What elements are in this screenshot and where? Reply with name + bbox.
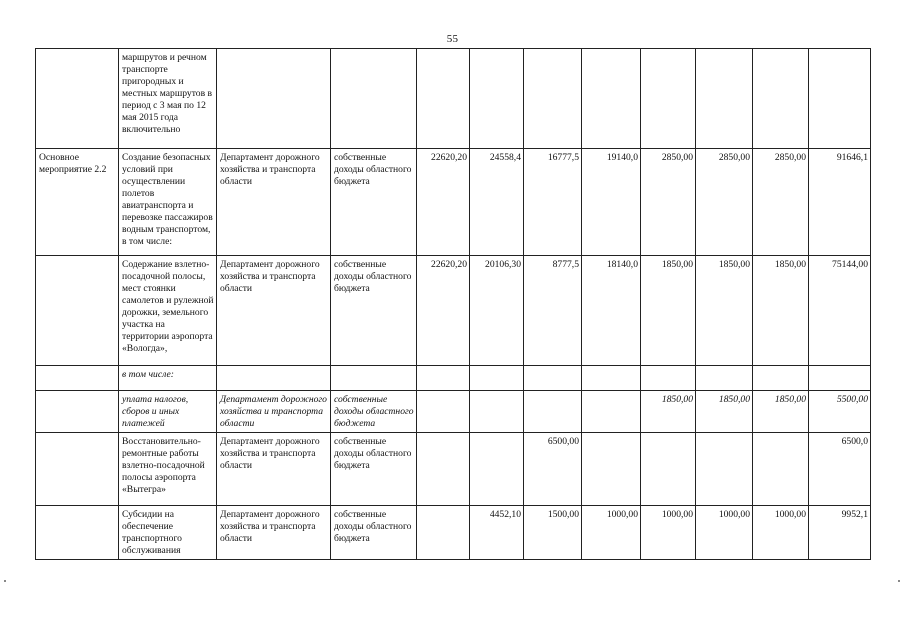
year-value-cell <box>582 433 641 506</box>
year-value-cell <box>417 391 470 433</box>
source-cell: собственные доходы областного бюджета <box>331 256 417 366</box>
measure-cell: Основное мероприятие 2.2 <box>36 149 119 256</box>
year-value-cell: 1850,00 <box>696 391 753 433</box>
year-value-cell: 1000,00 <box>641 506 696 560</box>
year-value-cell: 2850,00 <box>753 149 809 256</box>
year-value-cell: 1000,00 <box>753 506 809 560</box>
name-cell: маршрутов и речном транспорте пригородных и местных маршрутов в период с 3 мая по 12 мая 2015 года включительно <box>119 49 217 149</box>
source-cell: собственные доходы областного бюджета <box>331 433 417 506</box>
year-value-cell <box>524 391 582 433</box>
year-value-cell <box>641 49 696 149</box>
year-value-cell <box>696 433 753 506</box>
source-cell <box>331 366 417 391</box>
source-cell: собственные доходы областного бюджета <box>331 391 417 433</box>
executor-cell: Департамент дорожного хозяйства и транспорта области <box>217 256 331 366</box>
year-value-cell <box>582 366 641 391</box>
year-value-cell <box>417 49 470 149</box>
table-row <box>36 506 871 560</box>
year-value-cell <box>470 49 524 149</box>
year-value-cell <box>417 366 470 391</box>
year-value-cell: 22620,20 <box>417 256 470 366</box>
year-value-cell: 1000,00 <box>582 506 641 560</box>
year-value-cell: 16777,5 <box>524 149 582 256</box>
year-value-cell <box>753 49 809 149</box>
source-cell <box>331 49 417 149</box>
year-value-cell: 8777,5 <box>524 256 582 366</box>
year-value-cell <box>696 366 753 391</box>
year-value-cell <box>524 49 582 149</box>
table-row <box>36 433 871 506</box>
source-cell: собственные доходы областного бюджета <box>331 506 417 560</box>
measure-cell <box>36 391 119 433</box>
year-value-cell <box>582 391 641 433</box>
table-row <box>36 391 871 433</box>
name-cell: в том числе: <box>119 366 217 391</box>
executor-cell <box>217 366 331 391</box>
total-value-cell: 6500,0 <box>809 433 871 506</box>
name-cell: Содержание взлетно-посадочной полосы, мест стоянки самолетов и рулежной дорожки, земельного участка на территории аэропорта «Вологда», <box>119 256 217 366</box>
scan-mark-right <box>898 580 900 582</box>
executor-cell: Департамент дорожного хозяйства и транспорта области <box>217 506 331 560</box>
total-value-cell: 5500,00 <box>809 391 871 433</box>
year-value-cell <box>582 49 641 149</box>
measure-cell <box>36 256 119 366</box>
name-cell: Субсидии на обеспечение транспортного обслуживания <box>119 506 217 560</box>
year-value-cell: 1850,00 <box>641 391 696 433</box>
name-cell: Восстановительно-ремонтные работы взлетно-посадочной полосы аэропорта «Вытегра» <box>119 433 217 506</box>
measure-cell <box>36 433 119 506</box>
year-value-cell <box>753 366 809 391</box>
name-cell: уплата налогов, сборов и иных платежей <box>119 391 217 433</box>
scan-mark-left <box>4 580 6 582</box>
year-value-cell: 20106,30 <box>470 256 524 366</box>
year-value-cell: 1500,00 <box>524 506 582 560</box>
source-cell: собственные доходы областного бюджета <box>331 149 417 256</box>
year-value-cell: 2850,00 <box>641 149 696 256</box>
year-value-cell: 1850,00 <box>696 256 753 366</box>
total-value-cell <box>809 49 871 149</box>
year-value-cell <box>470 391 524 433</box>
year-value-cell: 1850,00 <box>641 256 696 366</box>
year-value-cell <box>753 433 809 506</box>
measure-cell <box>36 49 119 149</box>
table-row <box>36 149 871 256</box>
table-row <box>36 49 871 149</box>
executor-cell: Департамент дорожного хозяйства и транспорта области <box>217 391 331 433</box>
year-value-cell <box>470 433 524 506</box>
year-value-cell: 19140,0 <box>582 149 641 256</box>
year-value-cell: 6500,00 <box>524 433 582 506</box>
year-value-cell <box>641 366 696 391</box>
year-value-cell: 22620,20 <box>417 149 470 256</box>
year-value-cell: 4452,10 <box>470 506 524 560</box>
year-value-cell <box>696 49 753 149</box>
budget-table <box>35 48 871 560</box>
year-value-cell <box>641 433 696 506</box>
total-value-cell: 75144,00 <box>809 256 871 366</box>
name-cell: Создание безопасных условий при осуществлении полетов авиатранспорта и перевозке пассажиров водным транспортом, в том числе: <box>119 149 217 256</box>
executor-cell <box>217 49 331 149</box>
measure-cell <box>36 366 119 391</box>
table-row <box>36 256 871 366</box>
total-value-cell: 9952,1 <box>809 506 871 560</box>
year-value-cell: 24558,4 <box>470 149 524 256</box>
year-value-cell: 1850,00 <box>753 256 809 366</box>
total-value-cell <box>809 366 871 391</box>
total-value-cell: 91646,1 <box>809 149 871 256</box>
executor-cell: Департамент дорожного хозяйства и транспорта области <box>217 149 331 256</box>
year-value-cell: 18140,0 <box>582 256 641 366</box>
table-row <box>36 366 871 391</box>
page-number: 55 <box>446 33 459 45</box>
year-value-cell: 1850,00 <box>753 391 809 433</box>
measure-cell <box>36 506 119 560</box>
year-value-cell: 2850,00 <box>696 149 753 256</box>
year-value-cell <box>524 366 582 391</box>
year-value-cell <box>417 506 470 560</box>
executor-cell: Департамент дорожного хозяйства и транспорта области <box>217 433 331 506</box>
year-value-cell <box>470 366 524 391</box>
year-value-cell: 1000,00 <box>696 506 753 560</box>
year-value-cell <box>417 433 470 506</box>
